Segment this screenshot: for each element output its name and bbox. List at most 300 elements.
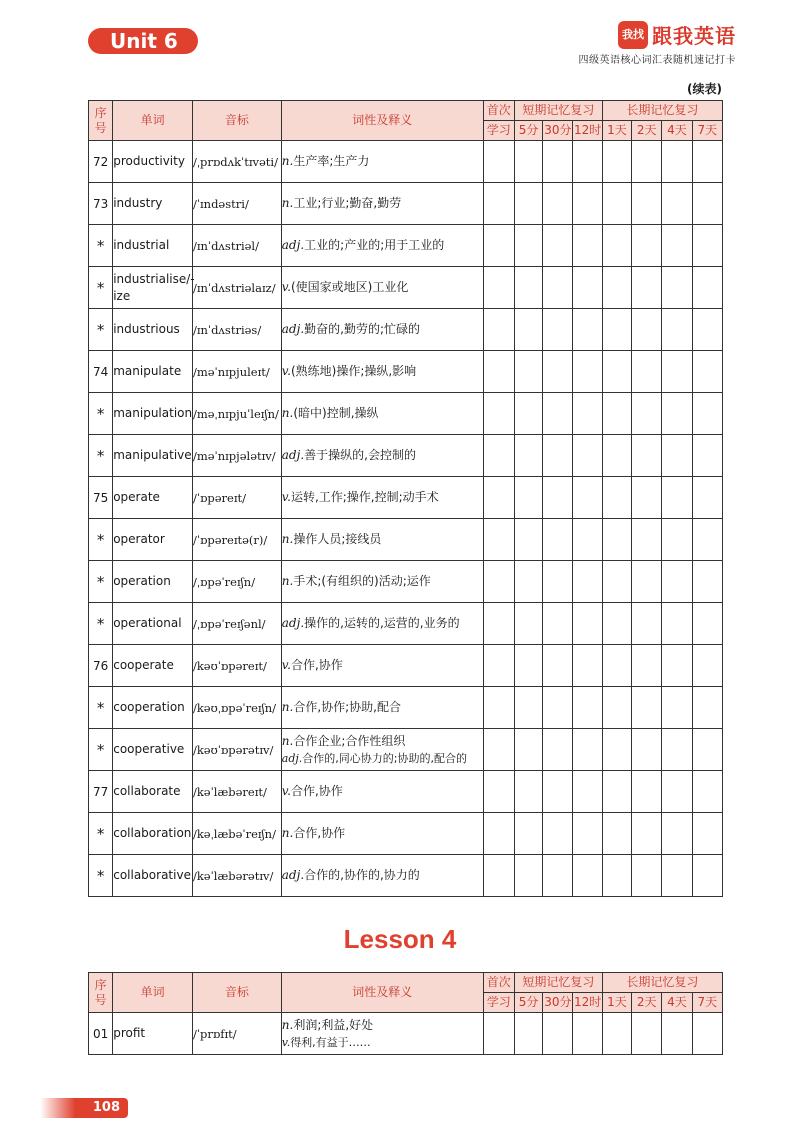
row-phonetic: /kəˈlæbərətɪv/: [192, 855, 281, 897]
part-of-speech: v.: [281, 364, 291, 379]
row-phonetic: /məˈnɪpjələtɪv/: [192, 435, 281, 477]
col-header-long-2: 4天: [662, 121, 692, 141]
review-checkbox-cell[interactable]: [662, 435, 692, 477]
review-checkbox-cell[interactable]: [573, 813, 602, 855]
review-checkbox-cell[interactable]: [632, 225, 662, 267]
definition-text: 利润;利益,好处: [293, 1017, 374, 1032]
definition-line-2: [282, 1035, 483, 1052]
row-definition: [281, 183, 483, 225]
review-checkbox-cell[interactable]: [662, 267, 692, 309]
col-header-short-0: 5分: [514, 993, 542, 1013]
definition-text: 合作的,协作的,协力的: [304, 868, 420, 883]
review-checkbox-cell[interactable]: [514, 393, 542, 435]
review-checkbox-cell[interactable]: [543, 477, 573, 519]
vocab-table-main: [88, 100, 723, 897]
review-checkbox-cell[interactable]: [514, 603, 542, 645]
review-checkbox-cell[interactable]: [543, 351, 573, 393]
review-checkbox-cell[interactable]: [662, 813, 692, 855]
row-number: *: [89, 267, 113, 309]
review-checkbox-cell[interactable]: [483, 141, 514, 183]
review-checkbox-cell[interactable]: [543, 561, 573, 603]
review-checkbox-cell[interactable]: [514, 687, 542, 729]
review-checkbox-cell[interactable]: [632, 267, 662, 309]
row-word: industrial: [113, 225, 193, 267]
review-checkbox-cell[interactable]: [483, 393, 514, 435]
review-checkbox-cell[interactable]: [483, 267, 514, 309]
review-checkbox-cell[interactable]: [543, 645, 573, 687]
row-phonetic: /ˌɒpəˈreɪʃənl/: [192, 603, 281, 645]
row-number: 74: [89, 351, 113, 393]
part-of-speech: n.: [281, 826, 294, 841]
review-checkbox-cell[interactable]: [483, 855, 514, 897]
row-number: *: [89, 603, 113, 645]
review-checkbox-cell[interactable]: [514, 183, 542, 225]
col-header-long-2: 4天: [662, 993, 692, 1013]
review-checkbox-cell[interactable]: [543, 183, 573, 225]
row-definition: [281, 141, 483, 183]
row-word: collaborative: [113, 855, 193, 897]
table-header-row: [89, 101, 723, 121]
definition-text: 合作,协作;协助,配合: [293, 700, 402, 715]
row-word: collaborate: [113, 771, 193, 813]
review-checkbox-cell[interactable]: [514, 813, 542, 855]
table-row: [89, 603, 723, 645]
row-number: 75: [89, 477, 113, 519]
review-checkbox-cell[interactable]: [602, 225, 631, 267]
review-checkbox-cell[interactable]: [483, 183, 514, 225]
review-checkbox-cell[interactable]: [662, 1013, 692, 1055]
definition-line: [282, 866, 483, 885]
row-phonetic: /kəˈlæbəreɪt/: [192, 771, 281, 813]
review-checkbox-cell[interactable]: [602, 687, 631, 729]
review-checkbox-cell[interactable]: [692, 813, 722, 855]
definition-text: 合作企业;合作性组织: [293, 733, 406, 748]
review-checkbox-cell[interactable]: [573, 141, 602, 183]
row-phonetic: /ˌprɒdʌkˈtɪvəti/: [192, 141, 281, 183]
review-checkbox-cell[interactable]: [602, 1013, 631, 1055]
review-checkbox-cell[interactable]: [692, 225, 722, 267]
review-checkbox-cell[interactable]: [483, 519, 514, 561]
row-number: 76: [89, 645, 113, 687]
part-of-speech: n.: [281, 196, 294, 211]
row-word: collaboration: [113, 813, 193, 855]
review-checkbox-cell[interactable]: [573, 561, 602, 603]
part-of-speech: adj.: [281, 448, 305, 463]
review-checkbox-cell[interactable]: [602, 771, 631, 813]
definition-line: [282, 404, 483, 423]
row-number: *: [89, 687, 113, 729]
row-definition: [281, 771, 483, 813]
part-of-speech: n.: [281, 154, 294, 169]
review-checkbox-cell[interactable]: [543, 813, 573, 855]
review-checkbox-cell[interactable]: [483, 225, 514, 267]
review-checkbox-cell[interactable]: [662, 351, 692, 393]
review-checkbox-cell[interactable]: [543, 267, 573, 309]
review-checkbox-cell[interactable]: [692, 351, 722, 393]
row-phonetic: /ˈɒpəreɪtə(r)/: [192, 519, 281, 561]
review-checkbox-cell[interactable]: [662, 393, 692, 435]
review-checkbox-cell[interactable]: [573, 519, 602, 561]
col-header-long-term: 长期记忆复习: [602, 973, 722, 993]
row-number: 77: [89, 771, 113, 813]
col-header-long-1: 2天: [632, 993, 662, 1013]
review-checkbox-cell[interactable]: [632, 141, 662, 183]
review-checkbox-cell[interactable]: [692, 519, 722, 561]
row-number: *: [89, 729, 113, 771]
col-header-first-sub: 学习: [483, 993, 514, 1013]
review-checkbox-cell[interactable]: [602, 645, 631, 687]
review-checkbox-cell[interactable]: [692, 1013, 722, 1055]
row-word: industry: [113, 183, 193, 225]
review-checkbox-cell[interactable]: [632, 603, 662, 645]
part-of-speech: adj.: [281, 616, 305, 631]
review-checkbox-cell[interactable]: [662, 855, 692, 897]
review-checkbox-cell[interactable]: [573, 351, 602, 393]
review-checkbox-cell[interactable]: [692, 309, 722, 351]
part-of-speech: adj.: [281, 322, 305, 337]
col-header-short-2: 12时: [573, 993, 602, 1013]
review-checkbox-cell[interactable]: [602, 351, 631, 393]
definition-line: [282, 152, 483, 171]
row-word: operational: [113, 603, 193, 645]
review-checkbox-cell[interactable]: [483, 561, 514, 603]
review-checkbox-cell[interactable]: [543, 687, 573, 729]
col-header-num: 序号: [89, 101, 113, 141]
review-checkbox-cell[interactable]: [602, 309, 631, 351]
part-of-speech: n.: [281, 574, 294, 589]
review-checkbox-cell[interactable]: [514, 519, 542, 561]
definition-text: 工业;行业;勤奋,勤劳: [293, 196, 402, 211]
definition-text: 操作的,运转的,运营的,业务的: [304, 616, 460, 631]
review-checkbox-cell[interactable]: [573, 225, 602, 267]
row-phonetic: /kəʊˈɒpəreɪt/: [192, 645, 281, 687]
table-row: [89, 477, 723, 519]
part-of-speech: v.: [281, 490, 291, 505]
row-definition: [281, 645, 483, 687]
review-checkbox-cell[interactable]: [632, 477, 662, 519]
review-checkbox-cell[interactable]: [573, 1013, 602, 1055]
part-of-speech: n.: [281, 406, 294, 421]
review-checkbox-cell[interactable]: [514, 351, 542, 393]
table-row: [89, 309, 723, 351]
brand-title: 跟我英语: [652, 24, 736, 48]
review-checkbox-cell[interactable]: [514, 645, 542, 687]
row-definition: [281, 351, 483, 393]
review-checkbox-cell[interactable]: [692, 561, 722, 603]
review-checkbox-cell[interactable]: [514, 267, 542, 309]
review-checkbox-cell[interactable]: [602, 729, 631, 771]
row-definition: [281, 309, 483, 351]
row-word: operator: [113, 519, 193, 561]
review-checkbox-cell[interactable]: [692, 771, 722, 813]
review-checkbox-cell[interactable]: [573, 309, 602, 351]
review-checkbox-cell[interactable]: [543, 393, 573, 435]
review-checkbox-cell[interactable]: [514, 309, 542, 351]
part-of-speech-2: adj.: [281, 751, 303, 765]
row-number: *: [89, 561, 113, 603]
review-checkbox-cell[interactable]: [602, 435, 631, 477]
review-checkbox-cell[interactable]: [692, 687, 722, 729]
review-checkbox-cell[interactable]: [573, 393, 602, 435]
review-checkbox-cell[interactable]: [632, 393, 662, 435]
col-header-long-3: 7天: [692, 121, 722, 141]
continued-label: (续表): [687, 82, 722, 96]
review-checkbox-cell[interactable]: [543, 141, 573, 183]
review-checkbox-cell[interactable]: [602, 519, 631, 561]
definition-text: 工业的;产业的;用于工业的: [304, 238, 445, 253]
col-header-long-3: 7天: [692, 993, 722, 1013]
review-checkbox-cell[interactable]: [692, 141, 722, 183]
review-checkbox-cell[interactable]: [632, 729, 662, 771]
review-checkbox-cell[interactable]: [632, 309, 662, 351]
review-checkbox-cell[interactable]: [662, 309, 692, 351]
review-checkbox-cell[interactable]: [632, 645, 662, 687]
review-checkbox-cell[interactable]: [632, 813, 662, 855]
definition-line: [282, 614, 483, 633]
review-checkbox-cell[interactable]: [632, 687, 662, 729]
review-checkbox-cell[interactable]: [662, 561, 692, 603]
table-row: [89, 813, 723, 855]
table-row: [89, 645, 723, 687]
col-header-short-term: 短期记忆复习: [514, 101, 602, 121]
review-checkbox-cell[interactable]: [483, 813, 514, 855]
row-definition: [281, 519, 483, 561]
review-checkbox-cell[interactable]: [632, 855, 662, 897]
definition-text: 合作,协作: [290, 784, 343, 799]
definition-line: [282, 236, 483, 255]
row-word: cooperation: [113, 687, 193, 729]
review-checkbox-cell[interactable]: [602, 477, 631, 519]
review-checkbox-cell[interactable]: [514, 855, 542, 897]
review-checkbox-cell[interactable]: [483, 1013, 514, 1055]
review-checkbox-cell[interactable]: [483, 351, 514, 393]
table-row: [89, 1013, 723, 1055]
review-checkbox-cell[interactable]: [483, 603, 514, 645]
review-checkbox-cell[interactable]: [692, 393, 722, 435]
row-phonetic: /ɪnˈdʌstriəlaɪz/: [192, 267, 281, 309]
row-phonetic: /ˈprɒfɪt/: [192, 1013, 281, 1055]
col-header-definition: 词性及释义: [281, 101, 483, 141]
review-checkbox-cell[interactable]: [514, 771, 542, 813]
row-definition: [281, 1013, 483, 1055]
brand-logo-icon: 我找: [618, 21, 648, 49]
row-number: *: [89, 435, 113, 477]
review-checkbox-cell[interactable]: [602, 393, 631, 435]
review-checkbox-cell[interactable]: [514, 435, 542, 477]
row-phonetic: /məˈnɪpjuleɪt/: [192, 351, 281, 393]
review-checkbox-cell[interactable]: [692, 855, 722, 897]
row-number: 73: [89, 183, 113, 225]
review-checkbox-cell[interactable]: [632, 183, 662, 225]
definition-line: [282, 1016, 483, 1035]
col-header-long-1: 2天: [632, 121, 662, 141]
definition-text: 善于操纵的,会控制的: [304, 448, 416, 463]
row-definition: [281, 435, 483, 477]
review-checkbox-cell[interactable]: [692, 603, 722, 645]
col-header-first-sub: 学习: [483, 121, 514, 141]
table-header-row: [89, 973, 723, 993]
review-checkbox-cell[interactable]: [662, 477, 692, 519]
review-checkbox-cell[interactable]: [573, 477, 602, 519]
review-checkbox-cell[interactable]: [483, 477, 514, 519]
row-definition: [281, 393, 483, 435]
table-row: [89, 687, 723, 729]
table-row: [89, 267, 723, 309]
review-checkbox-cell[interactable]: [662, 645, 692, 687]
row-phonetic: /kəʊˌɒpəˈreɪʃn/: [192, 687, 281, 729]
row-word: profit: [113, 1013, 193, 1055]
review-checkbox-cell[interactable]: [483, 729, 514, 771]
col-header-first: 首次: [483, 101, 514, 121]
review-checkbox-cell[interactable]: [483, 771, 514, 813]
review-checkbox-cell[interactable]: [632, 1013, 662, 1055]
row-definition: [281, 855, 483, 897]
col-header-short-0: 5分: [514, 121, 542, 141]
review-checkbox-cell[interactable]: [692, 183, 722, 225]
definition-text-2: 合作的,同心协力的;协助的,配合的: [302, 751, 467, 765]
review-checkbox-cell[interactable]: [483, 435, 514, 477]
definition-line: [282, 732, 483, 751]
review-checkbox-cell[interactable]: [602, 603, 631, 645]
review-checkbox-cell[interactable]: [602, 267, 631, 309]
definition-line: [282, 320, 483, 339]
review-checkbox-cell[interactable]: [514, 1013, 542, 1055]
definition-line: [282, 824, 483, 843]
brand-header: [579, 20, 737, 66]
review-checkbox-cell[interactable]: [692, 645, 722, 687]
review-checkbox-cell[interactable]: [632, 351, 662, 393]
definition-text: 操作人员;接线员: [293, 532, 382, 547]
definition-text: 勤奋的,勤劳的;忙碌的: [304, 322, 421, 337]
review-checkbox-cell[interactable]: [692, 729, 722, 771]
review-checkbox-cell[interactable]: [573, 729, 602, 771]
review-checkbox-cell[interactable]: [662, 519, 692, 561]
table-row: [89, 225, 723, 267]
review-checkbox-cell[interactable]: [662, 771, 692, 813]
row-word: manipulation: [113, 393, 193, 435]
row-definition: [281, 813, 483, 855]
definition-line: [282, 488, 483, 507]
row-word: manipulate: [113, 351, 193, 393]
review-checkbox-cell[interactable]: [632, 435, 662, 477]
col-header-long-0: 1天: [602, 121, 631, 141]
review-checkbox-cell[interactable]: [483, 645, 514, 687]
review-checkbox-cell[interactable]: [692, 435, 722, 477]
review-checkbox-cell[interactable]: [692, 477, 722, 519]
review-checkbox-cell[interactable]: [692, 267, 722, 309]
lesson-title: Lesson 4: [343, 924, 457, 954]
review-checkbox-cell[interactable]: [573, 183, 602, 225]
definition-text: 生产率;生产力: [293, 154, 370, 169]
review-checkbox-cell[interactable]: [543, 309, 573, 351]
review-checkbox-cell[interactable]: [573, 687, 602, 729]
col-header-long-0: 1天: [602, 993, 631, 1013]
table-row: [89, 393, 723, 435]
review-checkbox-cell[interactable]: [543, 603, 573, 645]
review-checkbox-cell[interactable]: [543, 435, 573, 477]
definition-line: [282, 278, 483, 297]
part-of-speech: n.: [281, 1017, 294, 1032]
review-checkbox-cell[interactable]: [602, 855, 631, 897]
review-checkbox-cell[interactable]: [662, 729, 692, 771]
page-number: 108: [40, 1098, 128, 1118]
review-checkbox-cell[interactable]: [602, 813, 631, 855]
review-checkbox-cell[interactable]: [662, 603, 692, 645]
review-checkbox-cell[interactable]: [543, 519, 573, 561]
review-checkbox-cell[interactable]: [573, 771, 602, 813]
review-checkbox-cell[interactable]: [543, 729, 573, 771]
col-header-short-term: 短期记忆复习: [514, 973, 602, 993]
unit-badge: Unit 6: [88, 28, 198, 54]
definition-text: 合作,协作: [290, 658, 343, 673]
row-number: *: [89, 309, 113, 351]
col-header-short-2: 12时: [573, 121, 602, 141]
table-row: [89, 561, 723, 603]
review-checkbox-cell[interactable]: [602, 561, 631, 603]
review-checkbox-cell[interactable]: [662, 183, 692, 225]
definition-text: (熟练地)操作;操纵,影响: [290, 364, 417, 379]
review-checkbox-cell[interactable]: [483, 309, 514, 351]
part-of-speech: v.: [281, 784, 291, 799]
review-checkbox-cell[interactable]: [602, 141, 631, 183]
definition-line: [282, 446, 483, 465]
row-number: 72: [89, 141, 113, 183]
col-header-first: 首次: [483, 973, 514, 993]
review-checkbox-cell[interactable]: [573, 645, 602, 687]
definition-line: [282, 572, 483, 591]
review-checkbox-cell[interactable]: [662, 225, 692, 267]
row-word: operate: [113, 477, 193, 519]
review-checkbox-cell[interactable]: [662, 141, 692, 183]
review-checkbox-cell[interactable]: [602, 183, 631, 225]
review-checkbox-cell[interactable]: [543, 855, 573, 897]
review-checkbox-cell[interactable]: [632, 561, 662, 603]
definition-text: (使国家或地区)工业化: [290, 280, 409, 295]
review-checkbox-cell[interactable]: [543, 771, 573, 813]
review-checkbox-cell[interactable]: [573, 603, 602, 645]
col-header-short-1: 30分: [543, 121, 573, 141]
review-checkbox-cell[interactable]: [573, 267, 602, 309]
review-checkbox-cell[interactable]: [543, 1013, 573, 1055]
definition-text: (暗中)控制,操纵: [293, 406, 379, 421]
part-of-speech: adj.: [281, 238, 305, 253]
row-definition: [281, 729, 483, 771]
row-word: productivity: [113, 141, 193, 183]
part-of-speech-2: v.: [281, 1035, 291, 1049]
review-checkbox-cell[interactable]: [514, 561, 542, 603]
definition-line: [282, 530, 483, 549]
review-checkbox-cell[interactable]: [514, 225, 542, 267]
definition-line: [282, 698, 483, 717]
row-number: *: [89, 225, 113, 267]
review-checkbox-cell[interactable]: [483, 687, 514, 729]
row-number: *: [89, 393, 113, 435]
review-checkbox-cell[interactable]: [662, 687, 692, 729]
review-checkbox-cell[interactable]: [632, 519, 662, 561]
review-checkbox-cell[interactable]: [543, 225, 573, 267]
review-checkbox-cell[interactable]: [514, 477, 542, 519]
review-checkbox-cell[interactable]: [632, 771, 662, 813]
review-checkbox-cell[interactable]: [573, 435, 602, 477]
row-word: industrialise/-ize: [113, 267, 193, 309]
review-checkbox-cell[interactable]: [514, 141, 542, 183]
brand-subtitle: 四级英语核心词汇表随机速记打卡: [578, 55, 736, 66]
table-row: [89, 141, 723, 183]
col-header-num: 序号: [89, 973, 113, 1013]
table-row: [89, 855, 723, 897]
review-checkbox-cell[interactable]: [514, 729, 542, 771]
review-checkbox-cell[interactable]: [573, 855, 602, 897]
